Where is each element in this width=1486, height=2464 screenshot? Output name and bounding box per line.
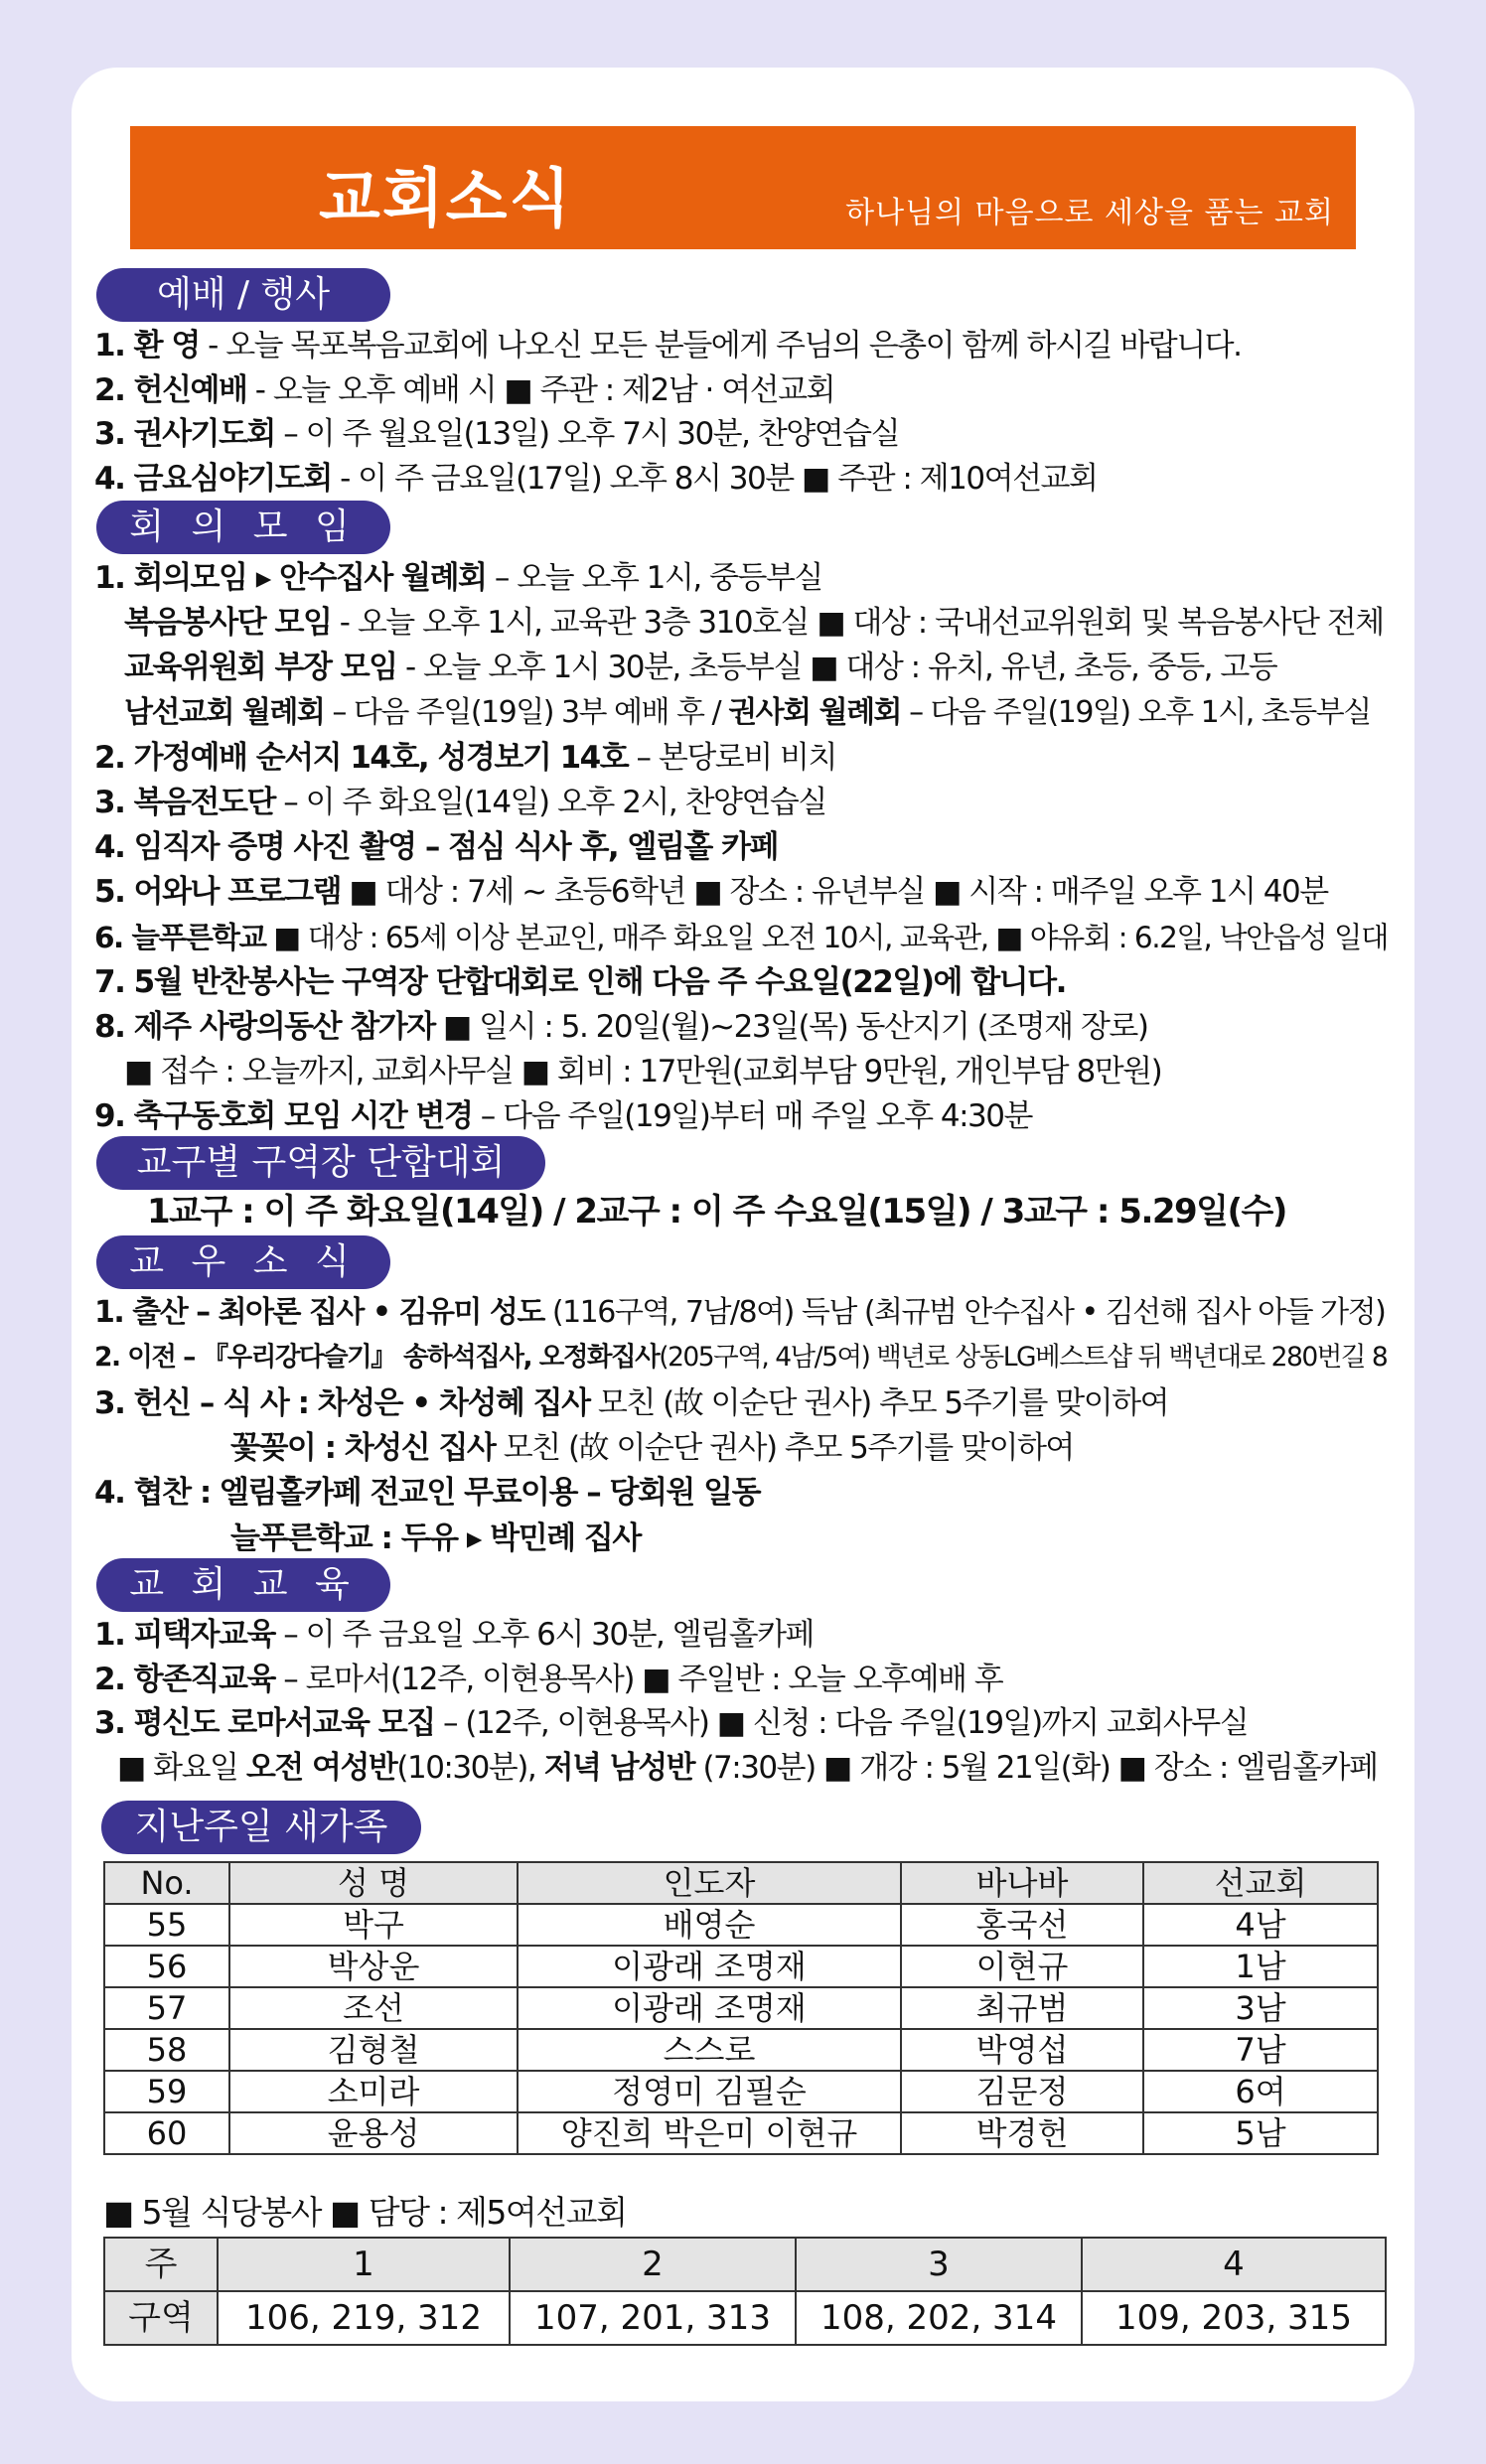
line-text: – (12주, 이현용목사) ■ 신청 : 다음 주일(19일)까지 교회사무실 — [434, 1705, 1249, 1742]
line-heading: 2. 헌신예배 — [94, 371, 247, 408]
line-heading: 8. 제주 사랑의동산 참가자 — [94, 1009, 435, 1045]
line-heading: 꽃꽂이 : 차성신 집사 — [230, 1429, 496, 1466]
table-cell: 이광래 조명재 — [518, 1987, 901, 2029]
newcomers-header-row — [104, 1862, 1378, 1904]
line-text: - 오늘 오후 1시, 교육관 3층 310호실 ■ 대상 : 국내선교위원회 및 복음봉사단 전체 — [331, 605, 1384, 642]
line-heading: 3. 복음전도단 — [94, 785, 275, 820]
news-line — [230, 1426, 1074, 1470]
rally-schedule: 1교구 : 이 주 화요일(14일) / 2교구 : 이 주 수요일(15일) / 3교구 : 5.29일(수) — [147, 1192, 1286, 1232]
table-row — [104, 1987, 1378, 2029]
district-cell: 109, 203, 315 — [1082, 2291, 1386, 2345]
meetings-line — [124, 1050, 1161, 1093]
line-heading: 7. 5월 반찬봉사는 구역장 단합대회로 인해 다음 주 수요일(22일)에 합니다. — [94, 963, 1066, 1000]
table-cell: 박구 — [229, 1904, 518, 1946]
line-text: – 이 주 화요일(14일) 오후 2시, 찬양연습실 — [274, 785, 826, 820]
header-cell: 바나바 — [901, 1862, 1143, 1904]
meetings-line — [94, 916, 1388, 959]
line-heading: 복음봉사단 모임 — [124, 605, 332, 642]
worship-line — [94, 412, 899, 456]
line-heading: 4. 금요심야기도회 — [94, 460, 332, 497]
table-cell: 5남 — [1143, 2112, 1378, 2154]
table-cell: 박상운 — [229, 1946, 518, 1987]
header-cell: No. — [104, 1862, 229, 1904]
line-heading: 교육위원회 부장 모임 — [124, 650, 397, 686]
news-line — [94, 1471, 760, 1515]
table-cell: 박영섭 — [901, 2029, 1143, 2071]
line-heading: 저녁 남성반 — [543, 1750, 695, 1787]
table-cell: 소미라 — [229, 2071, 518, 2112]
table-cell: 7남 — [1143, 2029, 1378, 2071]
header-cell: 성 명 — [229, 1862, 518, 1904]
table-cell: 이현규 — [901, 1946, 1143, 1987]
line-heading: 2. 가정예배 순서지 14호, 성경보기 14호 — [94, 739, 629, 776]
table-cell: 3남 — [1143, 1987, 1378, 2029]
header-cell: 주 — [104, 2238, 218, 2291]
table-cell: 4남 — [1143, 1904, 1378, 1946]
table-cell: 1남 — [1143, 1946, 1378, 1987]
cafeteria-table — [103, 2237, 1387, 2346]
line-text: – 다음 주일(19일) 3부 예배 후 / — [324, 694, 729, 730]
meetings-line — [94, 960, 1066, 1004]
section-label-rally: 교구별 구역장 단합대회 — [96, 1136, 545, 1190]
news-line — [230, 1517, 641, 1560]
table-cell: 6여 — [1143, 2071, 1378, 2112]
table-row — [104, 2071, 1378, 2112]
newcomers-table — [103, 1861, 1379, 2155]
line-text: – 로마서(12주, 이현용목사) ■ 주일반 : 오늘 오후예배 후 — [274, 1661, 1003, 1697]
table-row — [104, 1904, 1378, 1946]
meetings-line — [124, 691, 1371, 735]
table-cell: 배영순 — [518, 1904, 901, 1946]
education-line — [117, 1746, 1378, 1790]
line-text: (116구역, 7남/8여) 득남 (최규범 안수집사 • 김선해 집사 아들 가정) — [543, 1295, 1386, 1330]
meetings-line — [94, 825, 778, 869]
table-cell: 55 — [104, 1904, 229, 1946]
cafeteria-header-row — [104, 2238, 1386, 2291]
table-cell: 57 — [104, 1987, 229, 2029]
table-cell: 스스로 — [518, 2029, 901, 2071]
section-label-education: 교 회 교 육 — [96, 1558, 390, 1612]
table-cell: 58 — [104, 2029, 229, 2071]
education-line — [94, 1658, 1002, 1701]
line-heading: 3. 헌신 – 식 사 : 차성은 • 차성혜 집사 — [94, 1384, 590, 1421]
line-heading: 4. 협찬 : 엘림홀카페 전교인 무료이용 – 당회원 일동 — [94, 1475, 761, 1512]
table-cell: 59 — [104, 2071, 229, 2112]
cafeteria-title: ■ 5월 식당봉사 ■ 담당 : 제5여선교회 — [103, 2193, 627, 2232]
table-cell: 김문정 — [901, 2071, 1143, 2112]
line-heading: 늘푸른학교 : 두유 ▸ 박민례 집사 — [230, 1520, 641, 1556]
section-label-worship: 예배 / 행사 — [96, 268, 390, 322]
district-cell: 108, 202, 314 — [796, 2291, 1082, 2345]
line-text: ■ 화요일 — [117, 1750, 246, 1787]
line-heading: 9. 축구동호회 모임 시간 변경 — [94, 1098, 473, 1135]
education-line — [94, 1613, 814, 1657]
line-text: ■ 대상 : 7세 ~ 초등6학년 ■ 장소 : 유년부실 ■ 시작 : 매주일 오후 1시 40분 — [341, 874, 1328, 911]
line-text: 모친 (故 이순단 권사) 추모 5주기를 맞이하여 — [495, 1429, 1074, 1466]
news-line — [94, 1291, 1385, 1335]
news-line — [94, 1381, 1168, 1425]
line-text: – 다음 주일(19일) 오후 1시, 초등부실 — [901, 694, 1371, 730]
worship-line — [94, 324, 1241, 367]
table-row — [104, 2112, 1378, 2154]
line-text: – 오늘 오후 1시, 중등부실 — [486, 560, 822, 596]
page-title: 교회소식 — [319, 163, 573, 236]
line-text: - 이 주 금요일(17일) 오후 8시 30분 ■ 주관 : 제10여선교회 — [331, 460, 1098, 497]
meetings-line — [94, 870, 1328, 914]
line-text: (10:30분), — [396, 1750, 544, 1787]
meetings-line — [124, 646, 1276, 689]
line-heading: 1. 회의모임 ▸ 안수집사 월례회 — [94, 560, 487, 596]
table-row — [104, 1946, 1378, 1987]
meetings-line — [94, 781, 826, 824]
line-text: 모친 (故 이순단 권사) 추모 5주기를 맞이하여 — [589, 1384, 1169, 1421]
meetings-line — [124, 601, 1384, 645]
line-heading: 1. 출산 – 최아론 집사 • 김유미 성도 — [94, 1295, 544, 1330]
district-cell: 106, 219, 312 — [218, 2291, 510, 2345]
meetings-line — [94, 736, 836, 780]
table-cell: 이광래 조명재 — [518, 1946, 901, 1987]
line-text: - 오늘 목포복음교회에 나오신 모든 분들에게 주님의 은총이 함께 하시길 바랍니다. — [199, 328, 1242, 363]
header-banner — [130, 126, 1356, 249]
line-text: (7:30분) ■ 개강 : 5월 21일(화) ■ 장소 : 엘림홀카페 — [694, 1750, 1378, 1787]
education-line — [94, 1701, 1248, 1745]
worship-line — [94, 368, 834, 412]
table-cell: 정영미 김필순 — [518, 2071, 901, 2112]
line-text: - 오늘 오후 1시 30분, 초등부실 ■ 대상 : 유치, 유년, 초등, 중등, 고등 — [396, 650, 1277, 686]
line-heading: 3. 권사기도회 — [94, 416, 275, 452]
meetings-line — [94, 556, 822, 600]
line-heading: 4. 임직자 증명 사진 촬영 – 점심 식사 후, 엘림홀 카페 — [94, 829, 779, 866]
worship-line — [94, 457, 1097, 501]
header-cell: 1 — [218, 2238, 510, 2291]
line-heading: 6. 늘푸른학교 — [94, 920, 266, 954]
table-cell: 홍국선 — [901, 1904, 1143, 1946]
header-cell: 2 — [510, 2238, 796, 2291]
line-heading: 남선교회 월례회 — [124, 694, 325, 730]
line-text: – 이 주 월요일(13일) 오후 7시 30분, 찬양연습실 — [274, 416, 900, 452]
table-cell: 양진희 박은미 이현규 — [518, 2112, 901, 2154]
header-cell: 4 — [1082, 2238, 1386, 2291]
line-text: – 이 주 금요일 오후 6시 30분, 엘림홀카페 — [274, 1617, 814, 1653]
table-cell: 60 — [104, 2112, 229, 2154]
table-row — [104, 2029, 1378, 2071]
table-cell: 윤용성 — [229, 2112, 518, 2154]
line-heading: 2. 항존직교육 — [94, 1661, 275, 1697]
cafeteria-row — [104, 2291, 1386, 2345]
line-heading: 오전 여성반 — [245, 1750, 397, 1787]
table-cell: 박경헌 — [901, 2112, 1143, 2154]
line-text: - 오늘 오후 예배 시 ■ 주관 : 제2남 · 여선교회 — [246, 371, 835, 408]
line-text: – 본당로비 비치 — [628, 739, 836, 776]
header-cell: 3 — [796, 2238, 1082, 2291]
table-cell: 56 — [104, 1946, 229, 1987]
page-subtitle: 하나님의 마음으로 세상을 품는 교회 — [845, 196, 1334, 230]
district-cell: 107, 201, 313 — [510, 2291, 796, 2345]
section-label-newcomers: 지난주일 새가족 — [101, 1801, 421, 1854]
meetings-line — [94, 1005, 1147, 1049]
header-cell: 선교회 — [1143, 1862, 1378, 1904]
line-text: ■ 대상 : 65세 이상 본교인, 매주 화요일 오전 10시, 교육관, ■ 야유회 : 6.2일, 낙안읍성 일대 — [265, 920, 1388, 954]
table-cell: 최규범 — [901, 1987, 1143, 2029]
line-text: ■ 접수 : 오늘까지, 교회사무실 ■ 회비 : 17만원(교회부담 9만원, 개인부담 8만원) — [124, 1054, 1162, 1090]
line-heading: 1. 피택자교육 — [94, 1617, 275, 1653]
line-heading: 5. 어와나 프로그램 — [94, 874, 342, 911]
line-heading: 3. 평신도 로마서교육 모집 — [94, 1705, 435, 1742]
section-label-meetings: 회 의 모 임 — [96, 501, 390, 554]
table-cell: 조선 — [229, 1987, 518, 2029]
table-cell: 김형철 — [229, 2029, 518, 2071]
section-label-news: 교 우 소 식 — [96, 1235, 390, 1289]
header-cell: 인도자 — [518, 1862, 901, 1904]
news-line — [94, 1336, 1387, 1379]
line-heading: 2. 이전 – 『우리강다슬기』 송하석집사, 오정화집사 — [94, 1342, 660, 1374]
line-text: – 다음 주일(19일)부터 매 주일 오후 4:30분 — [472, 1098, 1032, 1135]
line-text: (205구역, 4남/5여) 백년로 상동LG베스트샵 뒤 백년대로 280번길 8 — [659, 1342, 1388, 1374]
line-text: ■ 일시 : 5. 20일(월)~23일(목) 동산지기 (조명재 장로) — [434, 1009, 1148, 1045]
line-heading: 1. 환 영 — [94, 328, 200, 363]
meetings-line — [94, 1094, 1032, 1138]
row-label-cell: 구역 — [104, 2291, 218, 2345]
line-heading: 권사회 월례회 — [728, 694, 902, 730]
